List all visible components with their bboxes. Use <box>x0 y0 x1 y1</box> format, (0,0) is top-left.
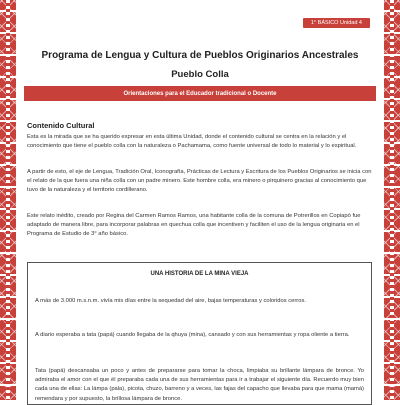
unit-badge: 1° BÁSICO Unidad 4 <box>303 18 370 28</box>
guidance-banner <box>24 86 376 101</box>
story-box <box>27 262 372 405</box>
content-paragraph-2: A partir de esto, el eje de Lengua, Tradición Oral, Iconografía, Prácticas de Lectura y Escritura de los Pueblos Originarios se inicia con el relato de la que fuera una niña colla con un padre minero. Este hombre colla, era minero o pirquinero gracias al conocimiento que tuvo de la naturaleza y el territorio cordillerano. <box>27 169 372 194</box>
story-title: UNA HISTORIA DE LA MINA VIEJA <box>150 271 249 277</box>
content-paragraph-3: Este relato inédito, creado por Regina del Carmen Ramos Ramos, una habitante colla de la comuna de Potrerillos en Copiapó fue adaptado de manera libre, para incorporar palabras en quechua colla que incentiven y faciliten el uso de la lengua originaria en el Programa de Estudio de 3° año básico. <box>27 213 361 238</box>
decorative-border-right <box>384 0 400 400</box>
story-paragraph-3: Tata (papá) descansaba un poco y antes de prepararse para tomar la choca, limpiaba su brillante lámpara de bronce. Yo admiraba el amor con el que él preparaba cada una de sus herramientas para ir a trabajar el siguiente día. Recuerdo muy bien cada una de ellas: La lámpa (pala), picota, chuzo, barreno y a veces, las fajas del capacho que llevaba para que mama (mamá) remendara y por supuesto, la brillosa lámpara de bronce. <box>35 368 364 402</box>
story-paragraph-1: A más de 3.000 m.s.n.m. vivía mis días entre la sequedad del aire, bajas temperaturas y coloridos cerros. <box>35 298 306 304</box>
program-title: Programa de Lengua y Cultura de Pueblos Originarios Ancestrales <box>41 50 359 61</box>
section-heading: Contenido Cultural <box>27 121 95 130</box>
story-paragraph-2: A diario esperaba a tata (papá) cuando llegaba de la qhuya (mina), cansado y con sus herramientas y ropa oliente a tierra. <box>35 332 350 338</box>
decorative-border-left <box>0 0 16 400</box>
people-title: Pueblo Colla <box>171 69 229 80</box>
content-paragraph-1: Esta es la mirada que se ha querido expresar en esta última Unidad, donde el contenido cultural se centra en la relación y el conocimiento que tiene el pueblo colla con la naturaleza o Pachamama, como fuente universal de todo lo material y lo espiritual. <box>27 134 357 150</box>
guidance-banner-label: Orientaciones para el Educador tradicional o Docente <box>123 90 277 97</box>
